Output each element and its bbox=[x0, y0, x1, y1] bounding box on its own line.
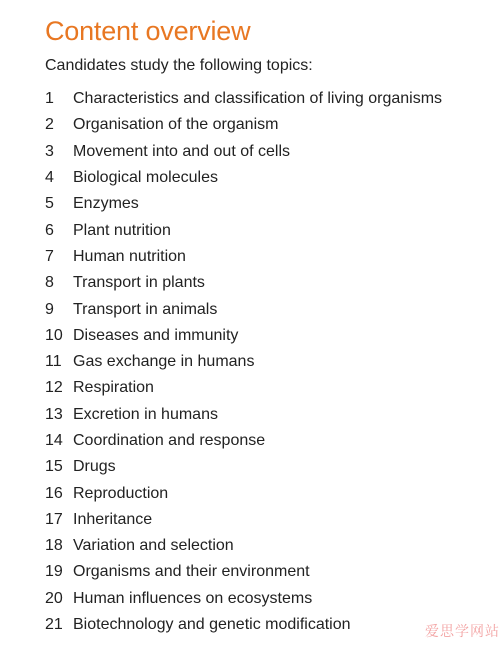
topic-item bbox=[45, 507, 442, 533]
topic-item bbox=[45, 480, 442, 506]
topic-name: Plant nutrition bbox=[73, 221, 171, 239]
topic-name: Organisms and their environment bbox=[73, 563, 310, 581]
topic-number: 15 bbox=[45, 458, 63, 476]
topic-number: 5 bbox=[45, 195, 54, 213]
topic-name: Inheritance bbox=[73, 510, 153, 528]
intro-text: Candidates study the following topics: bbox=[45, 57, 313, 74]
topic-item bbox=[45, 402, 442, 428]
topic-name: Movement into and out of cells bbox=[73, 142, 291, 160]
topic-item bbox=[45, 296, 442, 322]
topic-name: Biotechnology and genetic modification bbox=[73, 616, 351, 634]
topic-number: 12 bbox=[45, 379, 63, 397]
topic-item bbox=[45, 139, 442, 165]
topic-item bbox=[45, 349, 442, 375]
topic-item bbox=[45, 86, 442, 112]
topic-item bbox=[45, 165, 442, 191]
topic-name: Transport in animals bbox=[73, 300, 218, 318]
topic-name: Enzymes bbox=[73, 195, 139, 213]
topic-name: Characteristics and classification of living organisms bbox=[73, 90, 443, 108]
topic-number: 18 bbox=[45, 537, 63, 555]
topic-item bbox=[45, 270, 442, 296]
topic-item bbox=[45, 244, 442, 270]
topic-number: 3 bbox=[45, 142, 54, 160]
topic-name: Coordination and response bbox=[73, 432, 266, 449]
topic-item bbox=[45, 428, 442, 454]
topic-name: Diseases and immunity bbox=[73, 326, 239, 344]
topic-number: 6 bbox=[45, 221, 54, 239]
topic-number: 13 bbox=[45, 405, 63, 423]
topic-number: 19 bbox=[45, 563, 63, 581]
topic-name: Organisation of the organism bbox=[73, 116, 279, 134]
page-title: Content overview bbox=[45, 16, 251, 46]
topic-item bbox=[45, 612, 442, 638]
topic-number: 10 bbox=[45, 326, 63, 344]
topic-name: Human influences on ecosystems bbox=[73, 589, 313, 607]
topic-item bbox=[45, 454, 442, 480]
topic-name: Biological molecules bbox=[73, 169, 218, 187]
topic-number: 8 bbox=[45, 274, 54, 292]
topic-name: Gas exchange in humans bbox=[73, 353, 255, 371]
topic-name: Respiration bbox=[73, 379, 154, 397]
topic-name: Human nutrition bbox=[73, 247, 186, 265]
topic-number: 1 bbox=[45, 90, 54, 108]
topic-name: Transport in plants bbox=[73, 274, 205, 292]
topic-item bbox=[45, 217, 442, 243]
topic-item bbox=[45, 191, 442, 217]
topic-number: 7 bbox=[45, 247, 54, 265]
topic-item bbox=[45, 112, 442, 138]
topic-number: 17 bbox=[45, 510, 63, 528]
topic-number: 2 bbox=[45, 116, 54, 134]
topic-item bbox=[45, 533, 442, 559]
topic-name: Drugs bbox=[73, 458, 116, 476]
topic-number: 20 bbox=[45, 589, 63, 607]
topic-name: Variation and selection bbox=[73, 537, 234, 555]
topic-number: 14 bbox=[45, 432, 63, 449]
watermark-text: 爱思学网站 bbox=[425, 623, 500, 639]
topic-number: 9 bbox=[45, 300, 54, 318]
topic-name: Reproduction bbox=[73, 484, 169, 502]
topic-item bbox=[45, 323, 442, 349]
topic-number: 21 bbox=[45, 616, 63, 634]
topic-number: 4 bbox=[45, 169, 54, 187]
topic-item bbox=[45, 586, 442, 612]
topic-number: 11 bbox=[45, 353, 62, 371]
topic-name: Excretion in humans bbox=[73, 405, 218, 423]
topic-list bbox=[45, 86, 442, 638]
topic-number: 16 bbox=[45, 484, 63, 502]
topic-item bbox=[45, 375, 442, 401]
topic-item bbox=[45, 559, 442, 585]
